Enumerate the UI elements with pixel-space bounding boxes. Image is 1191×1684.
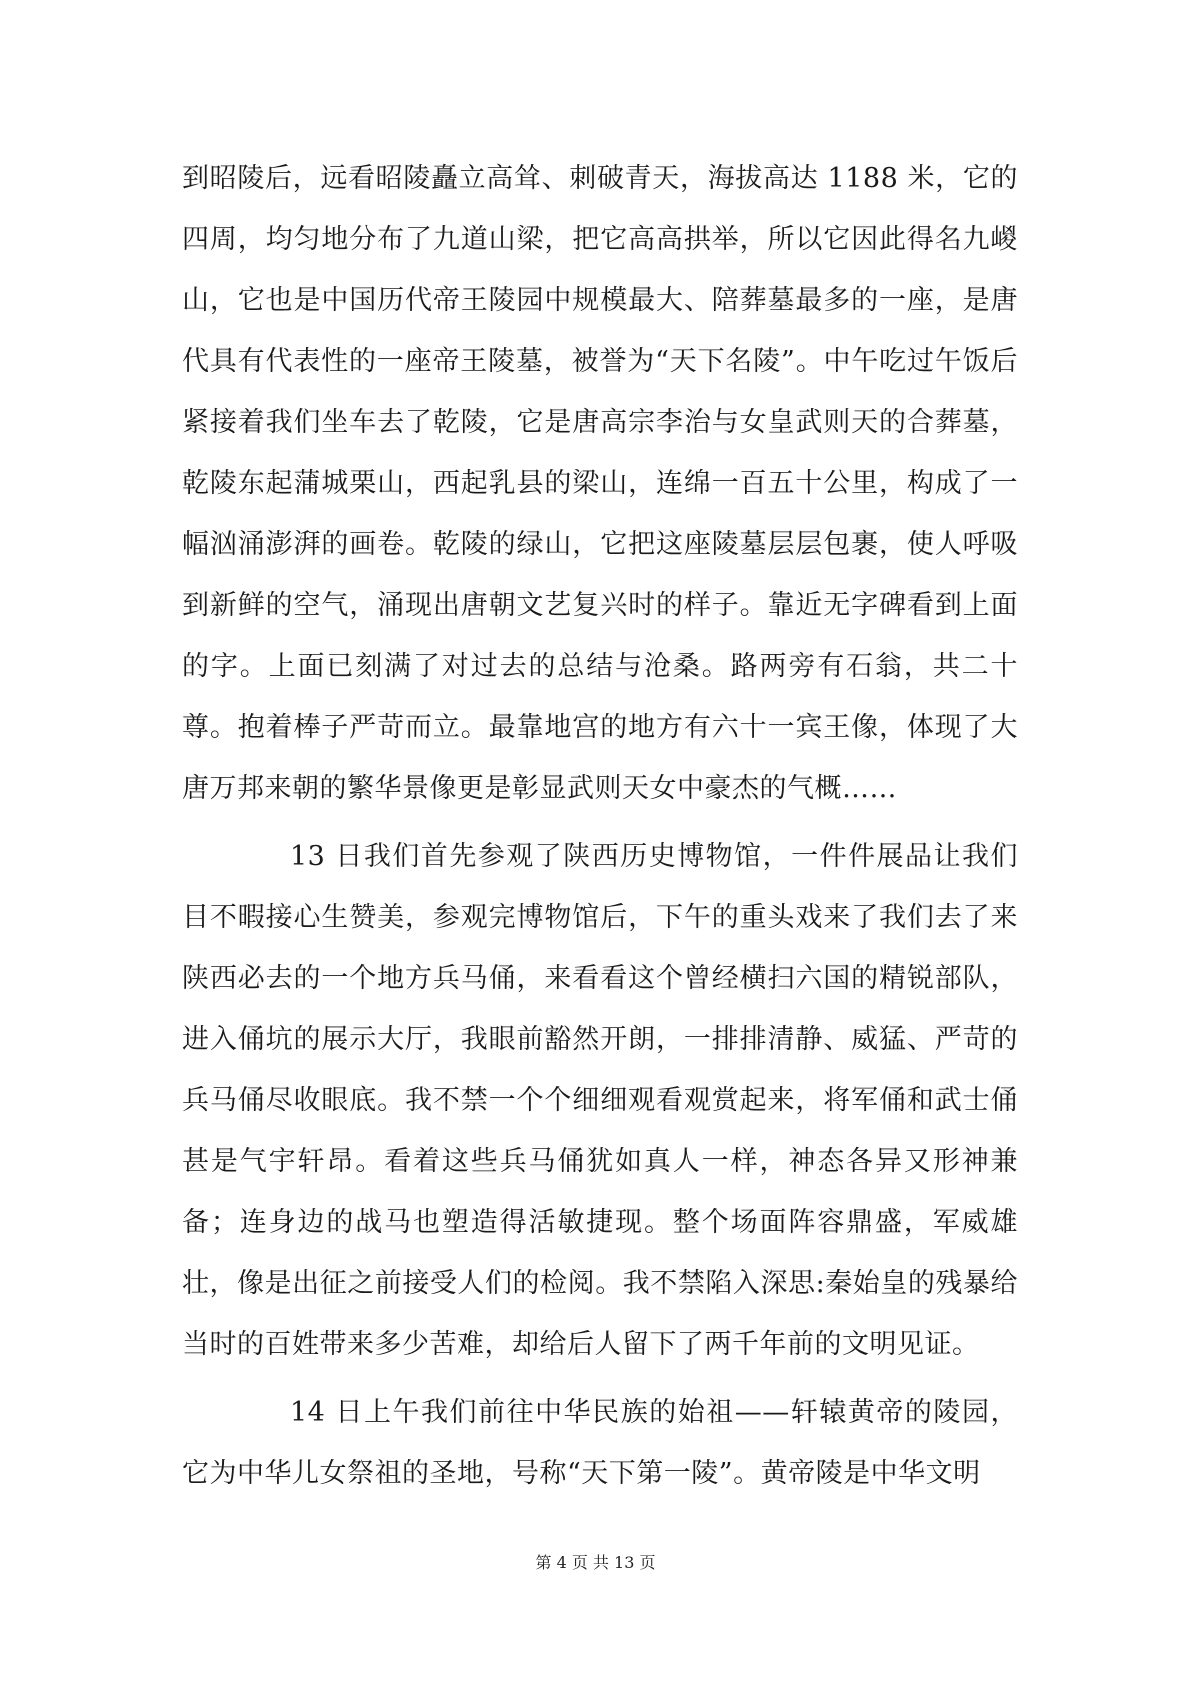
paragraph-1: 到昭陵后，远看昭陵矗立高耸、刺破青天，海拔高达 1188 米，它的四周，均匀地分布了九道山梁，把它高高拱举，所以它因此得名九嵕山，它也是中国历代帝王陵园中规模最大、陪葬墓最多的一座，是唐代具有代表性的一座帝王陵墓，被誉为“天下名陵”。中午吃过午饭后紧接着我们坐车去了乾陵，它是唐高宗李治与女皇武则天的合葬墓，乾陵东起蒲城栗山，西起乳县的梁山，连绵一百五十公里，构成了一幅汹涌澎湃的画卷。乾陵的绿山，它把这座陵墓层层包裹，使人呼吸到新鲜的空气，涌现出唐朝文艺复兴时的样子。靠近无字碑看到上面的字。上面已刻满了对过去的总结与沧桑。路两旁有石翁，共二十尊。抱着棒子严苛而立。最靠地宫的地方有六十一宾王像，体现了大唐万邦来朝的繁华景像更是彰显武则天女中豪杰的气概…… xyxy=(182,163,1018,804)
footer-middle: 页 共 xyxy=(571,1553,609,1572)
paragraph-3: 14 日上午我们前往中华民族的始祖——轩辕黄帝的陵园，它为中华儿女祭祖的圣地，号称“天下第一陵”。黄帝陵是中华文明 xyxy=(182,1397,1018,1489)
paragraph-2: 13 日我们首先参观了陕西历史博物馆，一件件展品让我们目不暇接心生赞美，参观完博物馆后，下午的重头戏来了我们去了来陕西必去的一个地方兵马俑，来看看这个曾经横扫六国的精锐部队，进入俑坑的展示大厅，我眼前豁然开朗，一排排清静、威猛、严苛的兵马俑尽收眼底。我不禁一个个细细观看观赏起来，将军俑和武士俑甚是气宇轩昂。看着这些兵马俑犹如真人一样，神态各异又形神兼备；连身边的战马也塑造得活敏捷现。整个场面阵容鼎盛，军威雄壮，像是出征之前接受人们的检阅。我不禁陷入深思:秦始皇的残暴给当时的百姓带来多少苦难，却给后人留下了两千年前的文明见证。 xyxy=(182,841,1018,1360)
footer-page-number: 4 xyxy=(556,1553,567,1572)
footer-total-pages: 13 xyxy=(614,1553,635,1572)
document-body xyxy=(182,148,1018,1504)
footer-prefix: 第 xyxy=(535,1553,552,1572)
footer-suffix: 页 xyxy=(639,1553,656,1572)
page-footer xyxy=(0,1553,1191,1573)
